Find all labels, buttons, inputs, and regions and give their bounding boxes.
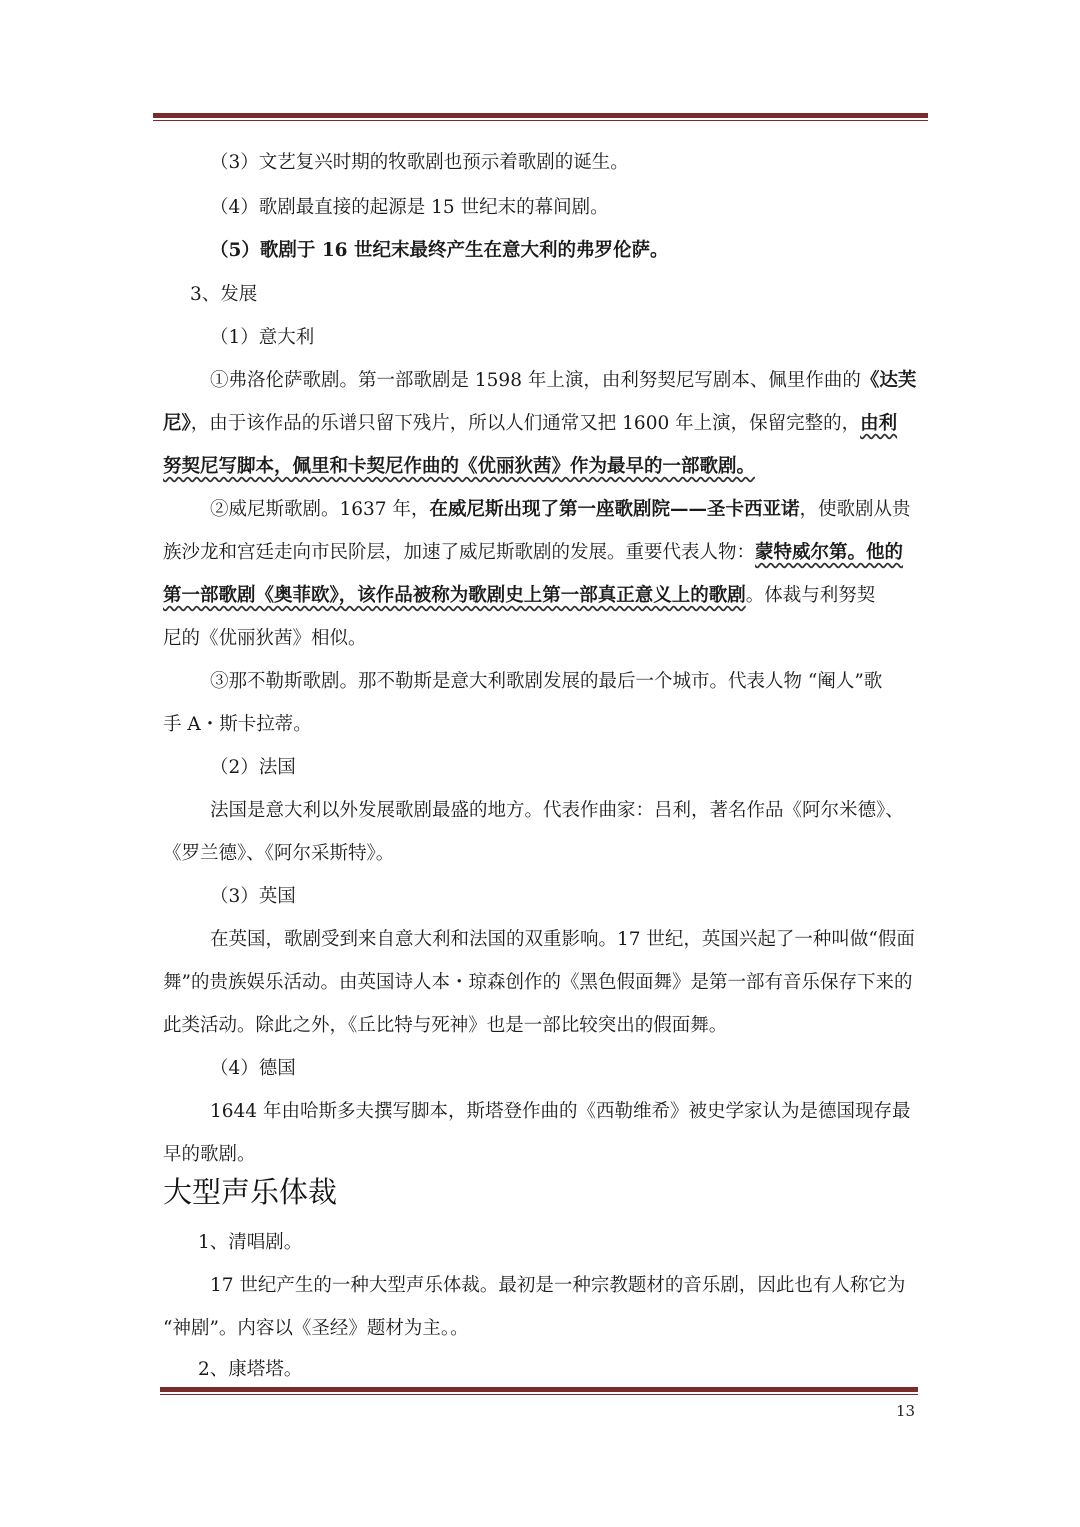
text-line: 1644 年由哈斯多夫撰写脚本，斯塔登作曲的《西勒维希》被史学家认为是德国现存最 [210, 1101, 911, 1122]
bold-underlined-line: 努契尼写脚本，佩里和卡契尼作曲的《优丽狄茜》作为最早的一部歌剧。 [163, 456, 756, 477]
text-line: “神剧”。内容以《圣经》题材为主。。 [163, 1318, 469, 1339]
text-span: ②威尼斯歌剧。1637 年， [210, 499, 430, 520]
subsection-heading: （4）德国 [210, 1058, 296, 1079]
text-line [163, 411, 897, 437]
bold-text-line: （5）歌剧于 16 世纪末最终产生在意大利的弗罗伦萨。 [210, 240, 669, 261]
section-heading: 3、发展 [190, 284, 258, 305]
text-line [163, 540, 903, 566]
text-line [210, 368, 916, 394]
text-span: ①弗洛伦萨歌剧。第一部歌剧是 1598 年上演，由利努契尼写剧本、佩里作曲的 [210, 370, 861, 391]
footer-rule [160, 1387, 918, 1395]
text-line [163, 583, 875, 609]
bold-span: 在威尼斯出现了第一座歌剧院——圣卡西亚诺 [429, 499, 800, 520]
text-span: 族沙龙和宫廷走向市民阶层，加速了威尼斯歌剧的发展。重要代表人物： [163, 542, 756, 563]
text-line: 17 世纪产生的一种大型声乐体裁。最初是一种宗教题材的音乐剧，因此也有人称它为 [210, 1275, 906, 1296]
text-line: 此类活动。除此之外，《丘比特与死神》也是一部比较突出的假面舞。 [163, 1015, 728, 1036]
header-rule [153, 113, 928, 121]
subsection-heading: （2）法国 [210, 757, 296, 778]
section-heading: 1、清唱剧。 [198, 1232, 303, 1253]
section-heading: 2、康塔塔。 [198, 1359, 303, 1380]
subsection-heading: （1）意大利 [210, 327, 315, 348]
page-number: 13 [896, 1402, 916, 1420]
text-line: （4）歌剧最直接的起源是 15 世纪末的幕间剧。 [210, 197, 609, 218]
chapter-heading: 大型声乐体裁 [163, 1175, 338, 1209]
text-line: 《罗兰德》、《阿尔采斯特》。 [163, 843, 395, 864]
text-line: 早的歌剧。 [163, 1144, 256, 1165]
text-span: ，使歌剧从贵 [799, 499, 911, 520]
text-line: 手 A・斯卡拉蒂。 [163, 714, 312, 735]
bold-span: 尼》 [163, 413, 191, 434]
bold-span: 《达芙 [860, 370, 917, 391]
text-span: 。体裁与利努契 [745, 585, 876, 606]
subsection-heading: （3）英国 [210, 886, 296, 907]
text-line: ③那不勒斯歌剧。那不勒斯是意大利歌剧发展的最后一个城市。代表人物 “阉人”歌 [210, 671, 883, 692]
text-line: 舞”的贵族娱乐活动。由英国诗人本・琼森创作的《黑色假面舞》是第一部有音乐保存下来的 [163, 972, 913, 993]
text-line: 法国是意大利以外发展歌剧最盛的地方。代表作曲家：吕利，著名作品《阿尔米德》、 [210, 800, 904, 821]
text-line: 在英国，歌剧受到来自意大利和法国的双重影响。17 世纪，英国兴起了一种叫做“假面 [210, 929, 915, 950]
bold-underlined-span: 第一部歌剧《奥菲欧》，该作品被称为歌剧史上第一部真正意义上的歌剧 [163, 585, 746, 606]
text-line: （3）文艺复兴时期的牧歌剧也预示着歌剧的诞生。 [210, 152, 629, 173]
bold-underlined-span: 蒙特威尔第。他的 [755, 542, 904, 563]
text-line: 尼的《优丽狄茜》相似。 [163, 628, 367, 649]
bold-underlined-span: 由利 [860, 413, 898, 434]
text-line [210, 497, 911, 523]
text-span: ，由于该作品的乐谱只留下残片，所以人们通常又把 1600 年上演，保留完整的， [190, 413, 861, 434]
